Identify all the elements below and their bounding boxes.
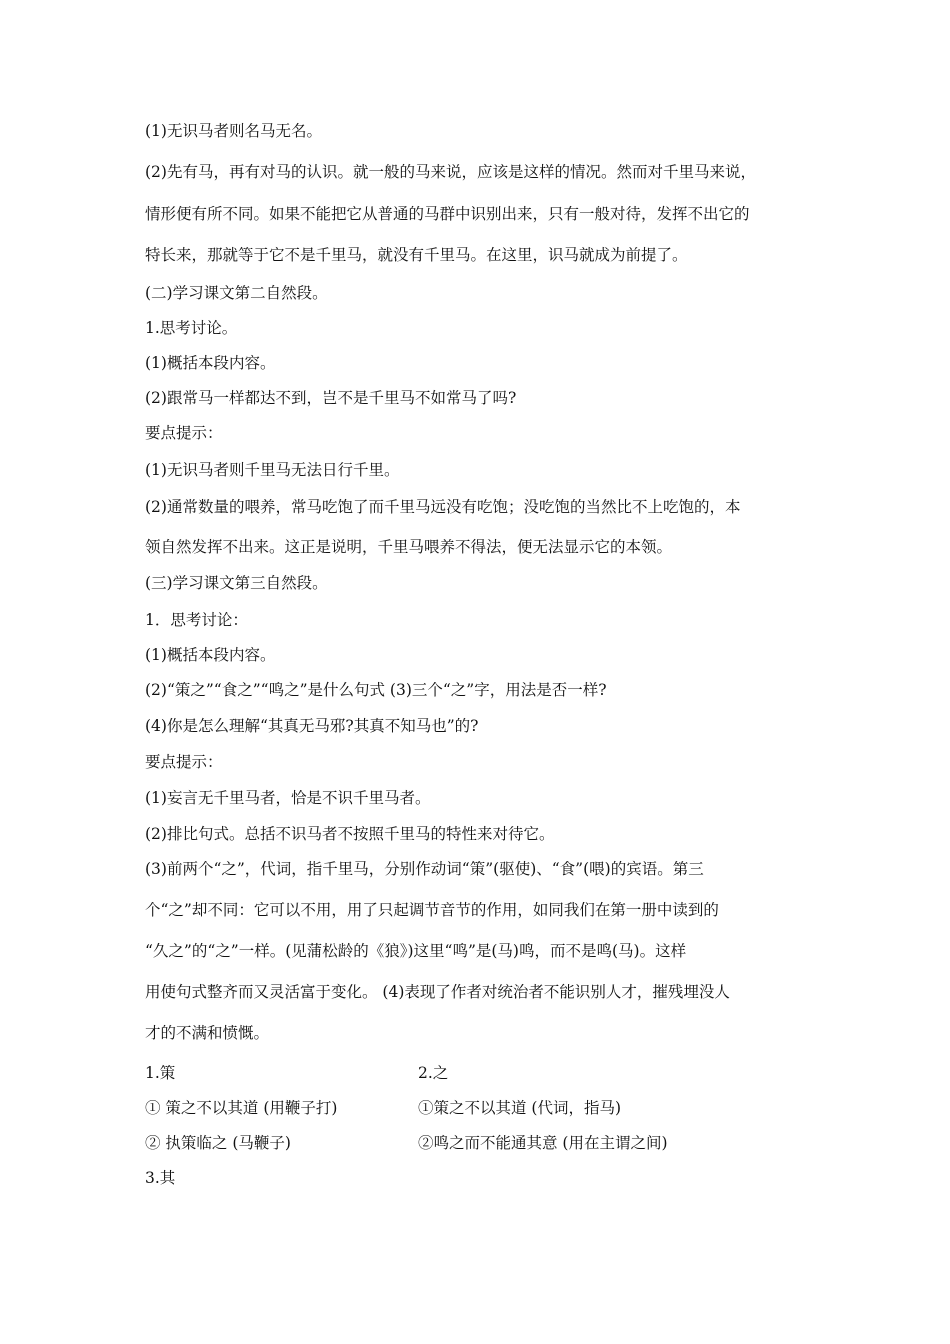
text-line: (4)你是怎么理解“其真无马邪?其真不知马也”的?: [145, 717, 479, 735]
text-line: (2)“策之”“食之”“鸣之”是什么句式 (3)三个“之”字，用法是否一样?: [145, 681, 607, 699]
text-line: 用使句式整齐而又灵活富于变化。 (4)表现了作者对统治者不能识别人才，摧残埋没人: [145, 983, 730, 1001]
text-line: 个“之”却不同：它可以不用，用了只起调节音节的作用，如同我们在第一册中读到的: [145, 901, 719, 919]
text-line: (1)无识马者则名马无名。: [145, 122, 322, 140]
section-heading: (三)学习课文第三自然段。: [145, 574, 328, 592]
text-line: 1．思考讨论：: [145, 611, 248, 629]
vocab-example: ①策之不以其道 (代词，指马): [418, 1099, 622, 1117]
vocab-example: ②鸣之而不能通其意 (用在主谓之间): [418, 1134, 668, 1152]
text-line: (2)通常数量的喂养，常马吃饱了而千里马远没有吃饱；没吃饱的当然比不上吃饱的，本: [145, 498, 741, 516]
text-line: 特长来，那就等于它不是千里马，就没有千里马。在这里，识马就成为前提了。: [145, 246, 688, 264]
text-line: (1)妄言无千里马者，恰是不识千里马者。: [145, 789, 431, 807]
text-line: 才的不满和愤慨。: [145, 1024, 270, 1042]
vocab-example: ① 策之不以其道 (用鞭子打): [145, 1099, 338, 1117]
text-line: (2)跟常马一样都达不到，岂不是千里马不如常马了吗?: [145, 389, 517, 407]
text-line: (2)排比句式。总括不识马者不按照千里马的特性来对待它。: [145, 825, 555, 843]
vocab-heading-qi: 3.其: [145, 1169, 176, 1187]
text-line: (2)先有马，再有对马的认识。就一般的马来说，应该是这样的情况。然而对千里马来说，: [145, 163, 756, 181]
text-line: (3)前两个“之”，代词，指千里马，分别作动词“策”(驱使)、“食”(喂)的宾语。第三: [145, 860, 704, 878]
section-heading: (二)学习课文第二自然段。: [145, 284, 328, 302]
text-line: 领自然发挥不出来。这正是说明，千里马喂养不得法，便无法显示它的本领。: [145, 538, 673, 556]
text-line: 要点提示：: [145, 424, 223, 442]
vocab-heading-zhi: 2.之: [418, 1064, 449, 1082]
text-line: (1)概括本段内容。: [145, 354, 276, 372]
text-line: (1)无识马者则千里马无法日行千里。: [145, 461, 400, 479]
text-line: 要点提示：: [145, 753, 223, 771]
vocab-heading-ce: 1.策: [145, 1064, 176, 1082]
text-line: (1)概括本段内容。: [145, 646, 276, 664]
text-line: 情形便有所不同。如果不能把它从普通的马群中识别出来，只有一般对待，发挥不出它的: [145, 205, 750, 223]
text-line: 1.思考讨论。: [145, 319, 238, 337]
text-line: “久之”的“之”一样。(见蒲松龄的《狼》)这里“鸣”是(马)鸣，而不是鸣(马)。这样: [145, 942, 687, 960]
vocab-example: ② 执策临之 (马鞭子): [145, 1134, 291, 1152]
